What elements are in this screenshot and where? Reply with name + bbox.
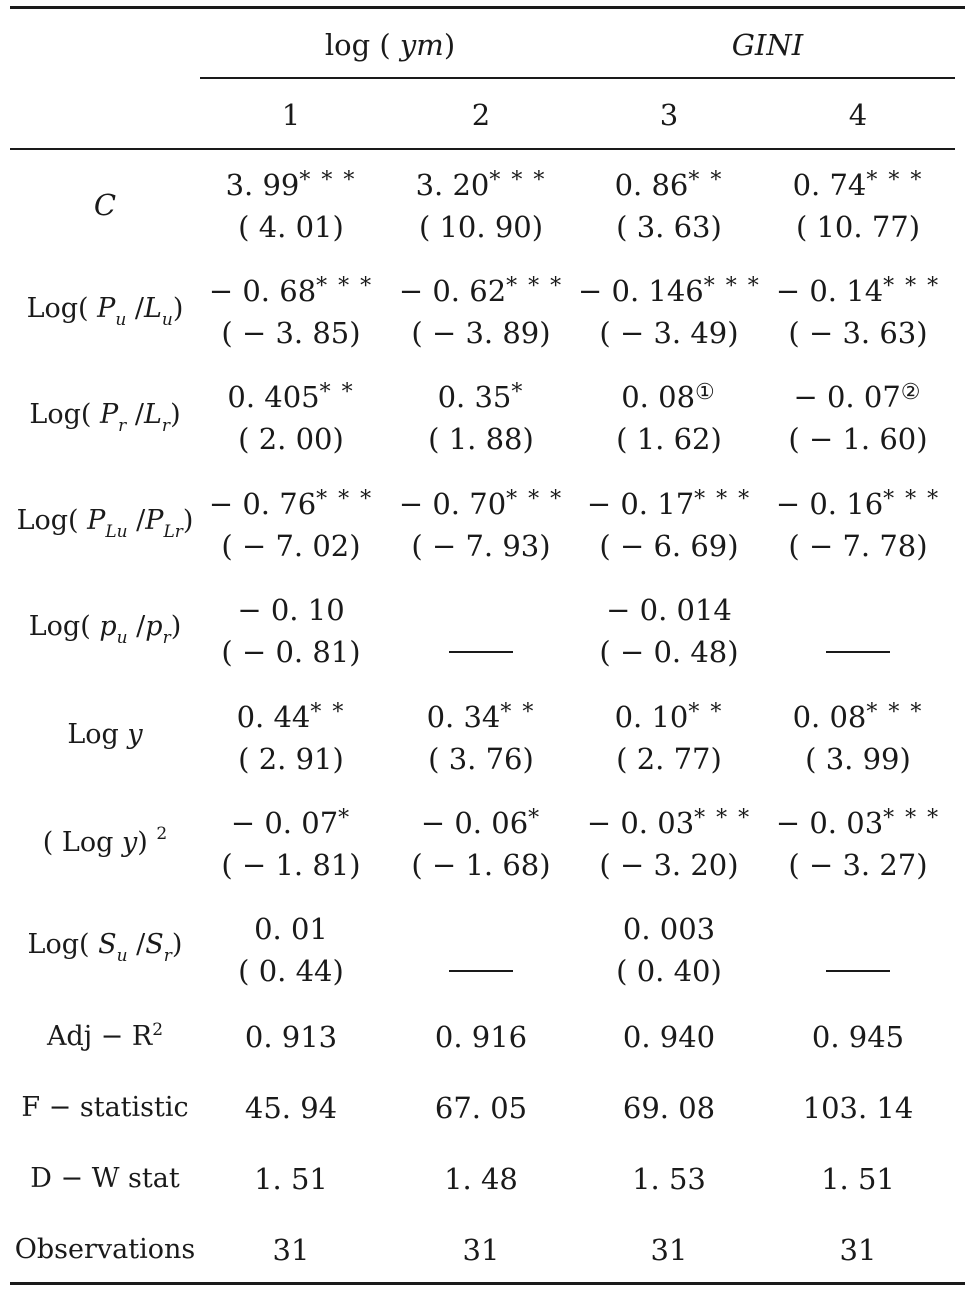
stat-label-dw: D − W stat bbox=[30, 1163, 180, 1194]
coefficient-estimate: 0. 86 bbox=[614, 168, 689, 202]
stat-value: 0. 940 bbox=[622, 1020, 716, 1054]
stat-value: 1. 48 bbox=[444, 1162, 518, 1196]
row-label-pr-lr: Log( $P_r$ $/L_r$) bbox=[29, 399, 181, 436]
coefficient-estimate: − 0. 07 bbox=[793, 380, 901, 414]
t-statistic: ( 0. 40) bbox=[616, 954, 722, 988]
empty-dash bbox=[449, 970, 513, 972]
t-statistic: ( − 0. 81) bbox=[221, 635, 361, 669]
empty-dash bbox=[826, 651, 890, 653]
significance-mark: * * * bbox=[316, 274, 374, 299]
t-statistic: ( 2. 77) bbox=[616, 742, 722, 776]
coefficient-estimate: 3. 99 bbox=[225, 168, 300, 202]
significance-mark: * * * bbox=[316, 487, 374, 512]
empty-dash bbox=[826, 970, 890, 972]
coefficient-value bbox=[390, 700, 572, 738]
stat-value: 31 bbox=[650, 1233, 688, 1267]
significance-mark: * * * bbox=[506, 274, 564, 299]
t-statistic: ( − 1. 68) bbox=[411, 848, 551, 882]
significance-mark: * * bbox=[310, 700, 346, 725]
significance-mark: * * bbox=[688, 168, 724, 193]
coefficient-estimate: − 0. 146 bbox=[578, 274, 704, 308]
coefficient-estimate: − 0. 62 bbox=[398, 274, 507, 308]
coefficient-estimate: 0. 08 bbox=[792, 700, 867, 734]
stat-value: 0. 945 bbox=[811, 1020, 905, 1054]
t-statistic: ( 2. 00) bbox=[238, 422, 344, 456]
significance-mark: * bbox=[528, 806, 542, 831]
coefficient-estimate: − 0. 10 bbox=[237, 593, 345, 627]
t-statistic: ( − 1. 81) bbox=[221, 848, 361, 882]
t-statistic: ( 4. 01) bbox=[238, 210, 344, 244]
group-rule bbox=[200, 77, 955, 79]
stat-label-adj-r2: Adj − $R^2$ bbox=[46, 1020, 164, 1052]
group-header-gini: GINI bbox=[731, 28, 804, 62]
coefficient-value bbox=[767, 487, 949, 525]
row-label-su-sr: Log( $S_u$ $/S_r$) bbox=[27, 929, 183, 966]
col-number: 2 bbox=[471, 98, 491, 132]
t-statistic: ( 1. 88) bbox=[428, 422, 534, 456]
significance-mark: * * bbox=[688, 700, 724, 725]
group-header-log-ym: log ( ym) bbox=[324, 28, 456, 62]
significance-mark: * * * bbox=[866, 700, 924, 725]
coefficient-value bbox=[578, 593, 760, 627]
coefficient-estimate: − 0. 70 bbox=[398, 487, 507, 521]
stat-value: 1. 53 bbox=[632, 1162, 706, 1196]
coefficient-estimate: 0. 405 bbox=[227, 380, 320, 414]
coefficient-estimate: 3. 20 bbox=[415, 168, 490, 202]
t-statistic: ( − 0. 48) bbox=[599, 635, 739, 669]
t-statistic: ( − 6. 69) bbox=[599, 529, 739, 563]
coefficient-estimate: − 0. 06 bbox=[420, 806, 529, 840]
t-statistic: ( 3. 99) bbox=[805, 742, 911, 776]
significance-mark: * * * bbox=[883, 274, 941, 299]
stat-value: 1. 51 bbox=[254, 1162, 328, 1196]
coefficient-estimate: 0. 74 bbox=[792, 168, 867, 202]
header-rule bbox=[10, 148, 955, 150]
stat-value: 103. 14 bbox=[802, 1091, 914, 1125]
coefficient-value bbox=[578, 912, 760, 946]
top-rule bbox=[10, 6, 965, 9]
coefficient-value bbox=[578, 700, 760, 738]
coefficient-value bbox=[200, 487, 382, 525]
t-statistic: ( − 3. 63) bbox=[788, 316, 928, 350]
significance-mark: * * bbox=[500, 700, 536, 725]
stat-value: 31 bbox=[462, 1233, 500, 1267]
significance-mark: * * * bbox=[506, 487, 564, 512]
t-statistic: ( 3. 63) bbox=[616, 210, 722, 244]
coefficient-estimate: − 0. 16 bbox=[775, 487, 884, 521]
coefficient-value bbox=[390, 380, 572, 418]
coefficient-value bbox=[200, 700, 382, 738]
coefficient-value bbox=[200, 593, 382, 627]
coefficient-estimate: 0. 01 bbox=[254, 912, 328, 946]
stat-value: 45. 94 bbox=[244, 1091, 338, 1125]
coefficient-value bbox=[578, 806, 760, 844]
coefficient-estimate: 0. 34 bbox=[426, 700, 501, 734]
t-statistic: ( 10. 77) bbox=[795, 210, 921, 244]
bottom-rule bbox=[10, 1282, 965, 1285]
t-statistic: ( − 3. 85) bbox=[221, 316, 361, 350]
row-label-c: C bbox=[93, 188, 117, 222]
coefficient-estimate: − 0. 07 bbox=[230, 806, 339, 840]
coefficient-estimate: 0. 10 bbox=[614, 700, 689, 734]
coefficient-value bbox=[578, 168, 760, 206]
coefficient-value bbox=[390, 168, 572, 206]
stat-label-f: F − statistic bbox=[21, 1092, 189, 1123]
coefficient-value bbox=[390, 487, 572, 525]
row-label-pu-lu: Log( $P_u$ $/L_u$) bbox=[26, 293, 184, 330]
t-statistic: ( 2. 91) bbox=[238, 742, 344, 776]
t-statistic: ( 10. 90) bbox=[418, 210, 544, 244]
col-number: 1 bbox=[281, 98, 301, 132]
stat-value: 0. 913 bbox=[244, 1020, 338, 1054]
stat-value: 1. 51 bbox=[821, 1162, 895, 1196]
significance-mark: ② bbox=[900, 380, 923, 405]
t-statistic: ( − 7. 93) bbox=[411, 529, 551, 563]
coefficient-estimate: − 0. 17 bbox=[586, 487, 695, 521]
coefficient-estimate: − 0. 76 bbox=[208, 487, 317, 521]
significance-mark: * bbox=[338, 806, 352, 831]
row-label-plu-plr: Log( $P_{Lu}$ $/P_{Lr}$) bbox=[16, 505, 194, 542]
t-statistic: ( − 7. 02) bbox=[221, 529, 361, 563]
stat-value: 67. 05 bbox=[434, 1091, 528, 1125]
coefficient-value bbox=[578, 380, 760, 418]
row-label-log-y-sq: ( Log y) $^2$ bbox=[42, 824, 168, 858]
coefficient-estimate: 0. 003 bbox=[622, 912, 716, 946]
stat-value: 31 bbox=[272, 1233, 310, 1267]
significance-mark: * * * bbox=[694, 487, 752, 512]
coefficient-value bbox=[390, 274, 572, 312]
t-statistic: ( − 3. 27) bbox=[788, 848, 928, 882]
significance-mark: * * * bbox=[866, 168, 924, 193]
stat-label-obs: Observations bbox=[14, 1234, 196, 1265]
significance-mark: * * * bbox=[489, 168, 547, 193]
coefficient-value bbox=[767, 274, 949, 312]
coefficient-estimate: − 0. 03 bbox=[586, 806, 695, 840]
significance-mark: ① bbox=[695, 380, 717, 405]
coefficient-estimate: 0. 08 bbox=[621, 380, 696, 414]
col-number: 3 bbox=[659, 98, 679, 132]
significance-mark: * bbox=[511, 380, 525, 405]
coefficient-value bbox=[578, 274, 760, 312]
t-statistic: ( 1. 62) bbox=[616, 422, 722, 456]
coefficient-estimate: − 0. 03 bbox=[775, 806, 884, 840]
coefficient-value bbox=[200, 912, 382, 946]
t-statistic: ( − 1. 60) bbox=[788, 422, 928, 456]
coefficient-value bbox=[767, 806, 949, 844]
t-statistic: ( 3. 76) bbox=[428, 742, 534, 776]
coefficient-value bbox=[767, 700, 949, 738]
coefficient-value bbox=[767, 168, 949, 206]
coefficient-value bbox=[578, 487, 760, 525]
significance-mark: * * * bbox=[703, 274, 761, 299]
row-label-log-y: Log y bbox=[67, 719, 143, 750]
significance-mark: * * bbox=[319, 380, 355, 405]
coefficient-estimate: 0. 35 bbox=[437, 380, 512, 414]
coefficient-value bbox=[200, 380, 382, 418]
t-statistic: ( − 7. 78) bbox=[788, 529, 928, 563]
stat-value: 69. 08 bbox=[622, 1091, 716, 1125]
significance-mark: * * * bbox=[299, 168, 357, 193]
t-statistic: ( − 3. 89) bbox=[411, 316, 551, 350]
coefficient-value bbox=[200, 806, 382, 844]
t-statistic: ( − 3. 49) bbox=[599, 316, 739, 350]
row-label-pu-pr: Log( $p_u$ $/p_r$) bbox=[28, 611, 182, 648]
stat-value: 31 bbox=[839, 1233, 877, 1267]
coefficient-estimate: − 0. 14 bbox=[775, 274, 884, 308]
coefficient-value bbox=[200, 168, 382, 206]
significance-mark: * * * bbox=[883, 487, 941, 512]
coefficient-estimate: − 0. 014 bbox=[606, 593, 732, 627]
significance-mark: * * * bbox=[883, 806, 941, 831]
t-statistic: ( 0. 44) bbox=[238, 954, 344, 988]
stat-value: 0. 916 bbox=[434, 1020, 528, 1054]
coefficient-estimate: − 0. 68 bbox=[208, 274, 317, 308]
col-number: 4 bbox=[848, 98, 868, 132]
significance-mark: * * * bbox=[694, 806, 752, 831]
coefficient-value bbox=[767, 380, 949, 418]
coefficient-value bbox=[200, 274, 382, 312]
coefficient-value bbox=[390, 806, 572, 844]
coefficient-estimate: 0. 44 bbox=[236, 700, 311, 734]
empty-dash bbox=[449, 651, 513, 653]
t-statistic: ( − 3. 20) bbox=[599, 848, 739, 882]
